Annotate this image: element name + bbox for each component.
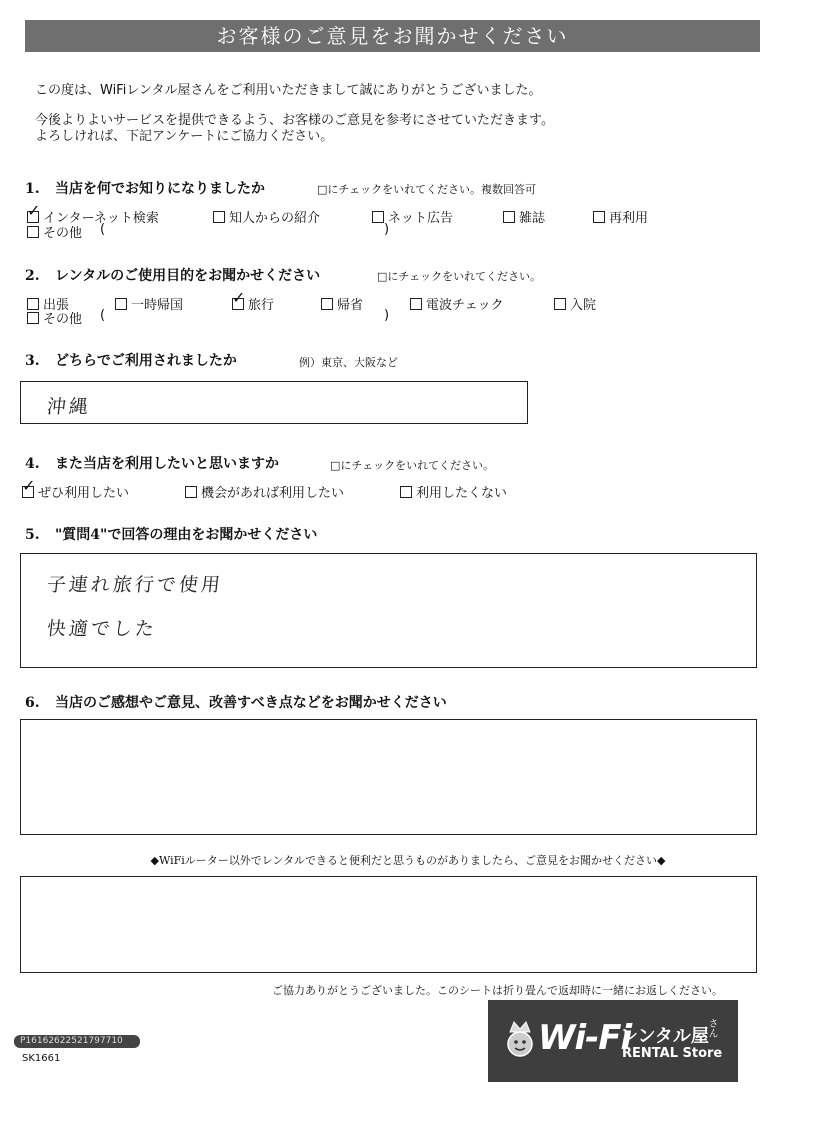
option-label: 帰省 xyxy=(337,298,364,313)
checkbox[interactable] xyxy=(410,298,422,310)
question-1-heading xyxy=(25,178,265,198)
q1-option-reuse[interactable] xyxy=(593,207,648,226)
checkbox[interactable] xyxy=(593,211,605,223)
brand-logo xyxy=(488,1000,738,1082)
intro-line-3: よろしければ、下記アンケートにご協力ください。 xyxy=(35,129,334,144)
logo-japanese-text: レンタル屋 xyxy=(620,1026,709,1047)
option-label: 旅行 xyxy=(248,298,275,313)
question-4-heading xyxy=(25,453,279,473)
question-number: 3. xyxy=(25,353,40,369)
checkbox[interactable] xyxy=(27,312,39,324)
checkbox[interactable] xyxy=(185,486,197,498)
option-label: その他 xyxy=(43,226,83,241)
question-4-instruction: □にチェックをいれてください。 xyxy=(330,459,495,472)
option-label: 電波チェック xyxy=(426,298,504,313)
checkbox[interactable] xyxy=(400,486,412,498)
q6-answer-box[interactable] xyxy=(20,719,757,835)
checkbox[interactable] xyxy=(554,298,566,310)
checkmark-icon: ✓ xyxy=(232,288,246,307)
sk-code: SK1661 xyxy=(22,1053,61,1064)
paren-open: ( xyxy=(100,308,106,323)
option-label: ネット広告 xyxy=(388,211,454,226)
q1-option-referral[interactable] xyxy=(213,207,320,226)
option-label: インターネット検索 xyxy=(43,211,159,226)
option-label: ぜひ利用したい xyxy=(38,486,130,501)
option-label: 利用したくない xyxy=(416,486,508,501)
option-label: 一時帰国 xyxy=(131,298,184,313)
question-number: 6. xyxy=(25,695,40,711)
question-5-heading xyxy=(25,524,317,544)
question-text: また当店を利用したいと思いますか xyxy=(55,456,279,472)
q4-option-no[interactable] xyxy=(400,482,507,501)
barcode-label: P16162622521797710 xyxy=(14,1035,140,1048)
option-label: その他 xyxy=(43,312,83,327)
option-label: 再利用 xyxy=(609,211,649,226)
q2-option-signal-check[interactable] xyxy=(410,294,504,313)
checkmark-icon: ✓ xyxy=(22,476,36,495)
q2-option-hospital[interactable] xyxy=(554,294,596,313)
question-text: レンタルのご使用目的をお聞かせください xyxy=(55,268,321,284)
logo-san-text: さん xyxy=(706,1018,717,1038)
q5-answer-box[interactable] xyxy=(20,553,757,668)
q2-option-other[interactable] xyxy=(27,308,82,327)
checkbox[interactable] xyxy=(22,476,36,498)
checkbox[interactable] xyxy=(213,211,225,223)
checkbox[interactable] xyxy=(321,298,333,310)
q5-handwritten-line-1: 子連れ旅行で使用 xyxy=(45,574,225,596)
q1-option-magazine[interactable] xyxy=(503,207,545,226)
question-text: 当店のご感想やご意見、改善すべき点などをお聞かせください xyxy=(55,695,447,711)
checkbox[interactable] xyxy=(27,226,39,238)
footer-thanks: ご協力ありがとうございました。このシートは折り畳んで返却時に一緒にお返しください。 xyxy=(272,984,723,997)
intro-line-1: この度は、WiFiレンタル屋さんをご利用いただきまして誠にありがとうございました。 xyxy=(35,83,542,98)
checkbox[interactable] xyxy=(232,288,246,310)
paren-close: ) xyxy=(384,308,390,323)
checkmark-icon: ✓ xyxy=(27,201,41,220)
question-number: 4. xyxy=(25,456,40,472)
intro-line-2: 今後よりよいサービスを提供できるよう、お客様のご意見を参考にさせていただきます。 xyxy=(35,113,554,128)
checkbox[interactable] xyxy=(503,211,515,223)
option-label: 出張 xyxy=(43,298,70,313)
option-label: 入院 xyxy=(570,298,597,313)
question-3-heading xyxy=(25,350,237,370)
option-label: 機会があれば利用したい xyxy=(201,486,345,501)
question-text: "質問4"で回答の理由をお聞かせください xyxy=(55,527,318,543)
q3-answer-box[interactable] xyxy=(20,381,528,424)
q2-option-temporary-return[interactable] xyxy=(115,294,183,313)
paren-close: ) xyxy=(384,222,390,237)
q4-option-definitely[interactable] xyxy=(22,476,130,501)
checkbox[interactable] xyxy=(372,211,384,223)
question-6-heading xyxy=(25,692,447,712)
mascot-icon xyxy=(502,1020,538,1060)
q2-option-homecoming[interactable] xyxy=(321,294,363,313)
question-text: 当店を何でお知りになりましたか xyxy=(55,181,265,197)
question-2-instruction: □にチェックをいれてください。 xyxy=(377,270,542,283)
logo-english-text: RENTAL Store xyxy=(622,1046,723,1061)
page-title: お客様のご意見をお聞かせください xyxy=(25,20,760,52)
question-1-instruction: □にチェックをいれてください。複数回答可 xyxy=(317,183,537,196)
question-3-example: 例）東京、大阪など xyxy=(299,356,398,369)
option-label: 雑誌 xyxy=(519,211,546,226)
extra-prompt: ◆WiFiルーター以外でレンタルできると便利だと思うものがありましたら、ご意見をお聞かせください◆ xyxy=(150,854,666,867)
logo-wifi-text: Wi-Fi xyxy=(538,1018,632,1058)
question-number: 5. xyxy=(25,527,40,543)
q3-handwritten-answer: 沖縄 xyxy=(45,396,93,418)
q4-option-if-opportunity[interactable] xyxy=(185,482,344,501)
question-2-heading xyxy=(25,265,320,285)
paren-open: ( xyxy=(100,222,106,237)
question-number: 1. xyxy=(25,181,40,197)
q5-handwritten-line-2: 快適でした xyxy=(45,618,159,640)
q2-option-travel[interactable] xyxy=(232,288,275,313)
question-text: どちらでご利用されましたか xyxy=(55,353,237,369)
checkbox[interactable] xyxy=(115,298,127,310)
option-label: 知人からの紹介 xyxy=(229,211,321,226)
question-number: 2. xyxy=(25,268,40,284)
q1-option-other[interactable] xyxy=(27,222,82,241)
extra-answer-box[interactable] xyxy=(20,876,757,973)
